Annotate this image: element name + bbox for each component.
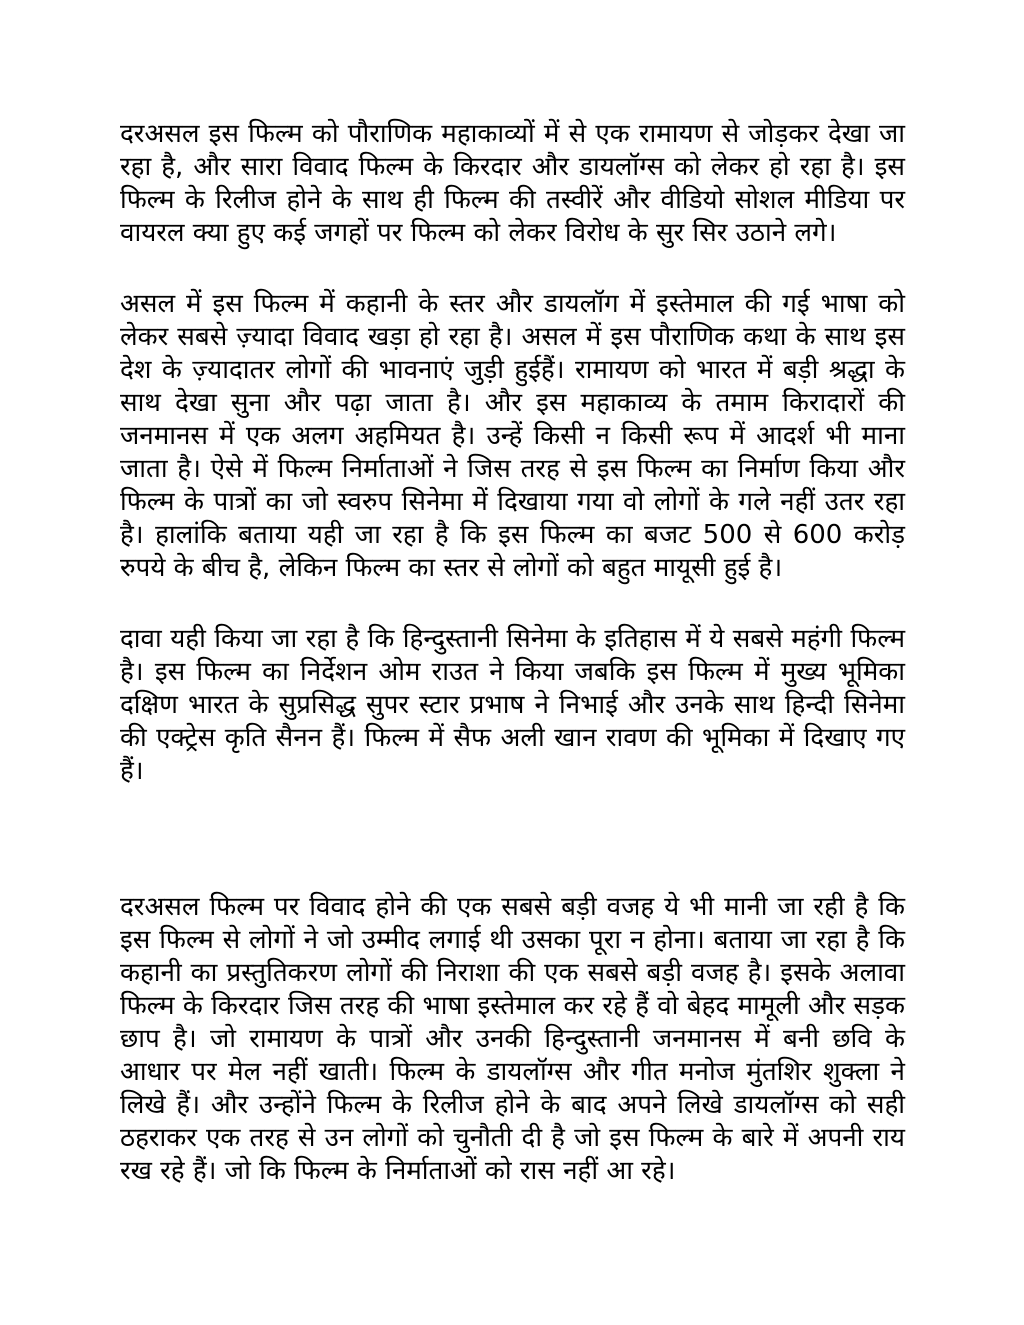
paragraph-2: असल में इस फिल्म में कहानी के स्तर और डायलॉग में इस्तेमाल की गई भाषा को लेकर सबसे ज़्यादा विवाद खड़ा हो रहा है। असल में इस पौराणिक कथा के साथ इस देश के ज़्यादातर लोगों की भावनाएं जुड़ी हुईहैं। रामायण को भारत में बड़ी श्रद्धा के साथ देखा सुना और पढ़ा जाता है। और इस महाकाव्य के तमाम किरादारों की जनमानस में एक अलग अहमियत है। उन्हें किसी न किसी रूप में आदर्श भी माना जाता है। ऐसे में फिल्म निर्माताओं ने जिस तरह से इस फिल्म का निर्माण किया और फिल्म के पात्रों का जो स्वरुप सिनेमा में दिखाया गया वो लोगों के गले नहीं उतर रहा है। हालांकि बताया यही जा रहा है कि इस फिल्म का बजट 500 से 600 करोड़ रुपये के बीच है, लेकिन फिल्म का स्तर से लोगों को बहुत मायूसी हुई है।	[120, 289, 905, 583]
paragraph-4: दरअसल फिल्म पर विवाद होने की एक सबसे बड़ी वजह ये भी मानी जा रही है कि इस फिल्म से लोगों ने जो उम्मीद लगाई थी उसका पूरा न होना। बताया जा रहा है कि कहानी का प्रस्तुतिकरण लोगों की निराशा की एक सबसे बड़ी वजह है। इसके अलावा फिल्म के किरदार जिस तरह की भाषा इस्तेमाल कर रहे हैं वो बेहद मामूली और सड़क छाप है। जो रामायण के पात्रों और उनकी हिन्दुस्तानी जनमानस में बनी छवि के आधार पर मेल नहीं खाती। फिल्म के डायलॉग्स और गीत मनोज मुंतशिर शुक्ला ने लिखे हैं। और उन्होंने फिल्म के रिलीज होने के बाद अपने लिखे डायलॉग्स को सही ठहराकर एक तरह से उन लोगों को चुनौती दी है जो इस फिल्म के बारे में अपनी राय रख रहे हैं। जो कि फिल्म के निर्माताओं को रास नहीं आ रहे।	[120, 892, 905, 1186]
document-body	[120, 118, 905, 1188]
paragraph-1: दरअसल इस फिल्म को पौराणिक महाकाव्यों में से एक रामायण से जोड़कर देखा जा रहा है, और सारा विवाद फिल्म के किरदार और डायलॉग्स को लेकर हो रहा है। इस फिल्म के रिलीज होने के साथ ही फिल्म की तस्वीरें और वीडियो सोशल मीडिया पर वायरल क्या हुए कई जगहों पर फिल्म को लेकर विरोध के सुर सिर उठाने लगे।	[120, 119, 905, 248]
paragraph-3: दावा यही किया जा रहा है कि हिन्दुस्तानी सिनेमा के इतिहास में ये सबसे महंगी फिल्म है। इस फिल्म का निर्देशन ओम राउत ने किया जबकि इस फिल्म में मुख्य भूमिका दक्षिण भारत के सुप्रसिद्ध सुपर स्टार प्रभाष ने निभाई और उनके साथ हिन्दी सिनेमा की एक्ट्रेस कृति सैनन हैं। फिल्म में सैफ अली खान रावण की भूमिका में दिखाए गए हैं।	[120, 624, 905, 786]
